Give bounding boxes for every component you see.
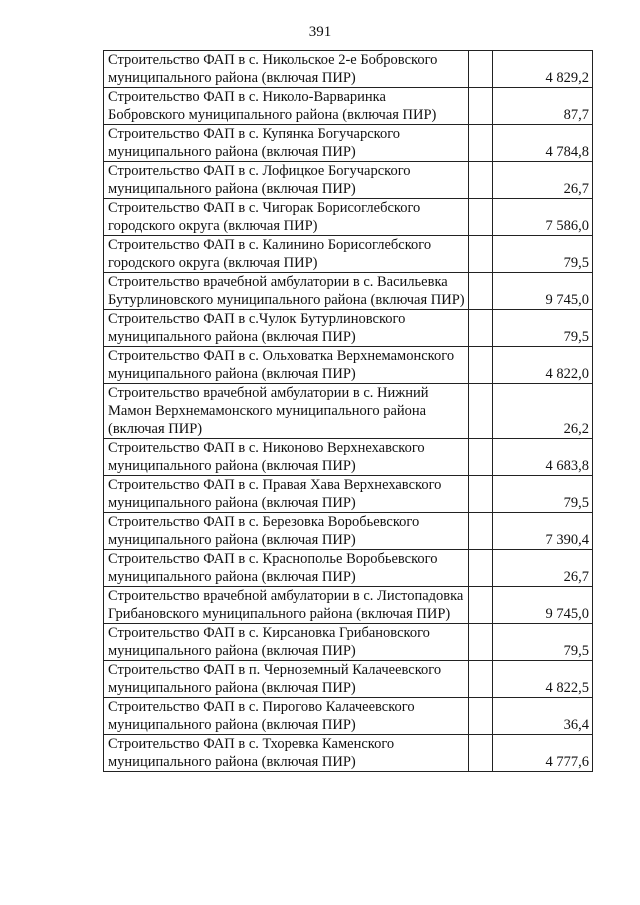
table-row bbox=[104, 550, 593, 587]
amount-value: 26,7 bbox=[493, 162, 593, 199]
object-name: Строительство ФАП в с. Ольховатка Верхнемамонского муниципального района (включая ПИР) bbox=[104, 347, 469, 384]
empty-cell bbox=[469, 236, 493, 273]
amount-value: 9 745,0 bbox=[493, 587, 593, 624]
amount-value: 4 784,8 bbox=[493, 125, 593, 162]
table-row bbox=[104, 735, 593, 772]
amount-value: 36,4 bbox=[493, 698, 593, 735]
object-name: Строительство ФАП в с. Чигорак Борисоглебского городского округа (включая ПИР) bbox=[104, 199, 469, 236]
table-row bbox=[104, 624, 593, 661]
amount-value: 79,5 bbox=[493, 476, 593, 513]
amount-value: 4 777,6 bbox=[493, 735, 593, 772]
empty-cell bbox=[469, 125, 493, 162]
table-row bbox=[104, 513, 593, 550]
object-name: Строительство ФАП в с.Чулок Бутурлиновского муниципального района (включая ПИР) bbox=[104, 310, 469, 347]
empty-cell bbox=[469, 273, 493, 310]
object-name: Строительство ФАП в п. Черноземный Калачеевского муниципального района (включая ПИР) bbox=[104, 661, 469, 698]
page-number: 391 bbox=[308, 24, 332, 40]
empty-cell bbox=[469, 347, 493, 384]
object-name: Строительство ФАП в с. Лофицкое Богучарского муниципального района (включая ПИР) bbox=[104, 162, 469, 199]
table-row bbox=[104, 51, 593, 88]
budget-table bbox=[103, 50, 593, 772]
amount-value: 4 822,5 bbox=[493, 661, 593, 698]
table-row bbox=[104, 162, 593, 199]
empty-cell bbox=[469, 199, 493, 236]
table-row bbox=[104, 310, 593, 347]
empty-cell bbox=[469, 513, 493, 550]
object-name: Строительство ФАП в с. Николо-Варваринка Бобровского муниципального района (включая ПИР) bbox=[104, 88, 469, 125]
empty-cell bbox=[469, 624, 493, 661]
amount-value: 79,5 bbox=[493, 624, 593, 661]
empty-cell bbox=[469, 735, 493, 772]
table-row bbox=[104, 384, 593, 439]
object-name: Строительство ФАП в с. Калинино Борисоглебского городского округа (включая ПИР) bbox=[104, 236, 469, 273]
object-name: Строительство ФАП в с. Купянка Богучарского муниципального района (включая ПИР) bbox=[104, 125, 469, 162]
amount-value: 87,7 bbox=[493, 88, 593, 125]
amount-value: 26,7 bbox=[493, 550, 593, 587]
table-row bbox=[104, 587, 593, 624]
object-name: Строительство ФАП в с. Никольское 2-е Бобровского муниципального района (включая ПИР) bbox=[104, 51, 469, 88]
amount-value: 79,5 bbox=[493, 236, 593, 273]
empty-cell bbox=[469, 384, 493, 439]
table-row bbox=[104, 439, 593, 476]
empty-cell bbox=[469, 587, 493, 624]
object-name: Строительство ФАП в с. Правая Хава Верхнехавского муниципального района (включая ПИР) bbox=[104, 476, 469, 513]
table-row bbox=[104, 236, 593, 273]
empty-cell bbox=[469, 550, 493, 587]
empty-cell bbox=[469, 698, 493, 735]
amount-value: 7 586,0 bbox=[493, 199, 593, 236]
amount-value: 9 745,0 bbox=[493, 273, 593, 310]
amount-value: 7 390,4 bbox=[493, 513, 593, 550]
table-row bbox=[104, 88, 593, 125]
table-row bbox=[104, 698, 593, 735]
empty-cell bbox=[469, 661, 493, 698]
amount-value: 4 683,8 bbox=[493, 439, 593, 476]
object-name: Строительство ФАП в с. Кирсановка Грибановского муниципального района (включая ПИР) bbox=[104, 624, 469, 661]
object-name: Строительство врачебной амбулатории в с. Листопадовка Грибановского муниципального района (включая ПИР) bbox=[104, 587, 469, 624]
table-row bbox=[104, 661, 593, 698]
table-body bbox=[104, 51, 593, 772]
object-name: Строительство ФАП в с. Никоново Верхнехавского муниципального района (включая ПИР) bbox=[104, 439, 469, 476]
empty-cell bbox=[469, 162, 493, 199]
table-row bbox=[104, 347, 593, 384]
object-name: Строительство врачебной амбулатории в с. Васильевка Бутурлиновского муниципального района (включая ПИР) bbox=[104, 273, 469, 310]
empty-cell bbox=[469, 439, 493, 476]
empty-cell bbox=[469, 310, 493, 347]
table-row bbox=[104, 476, 593, 513]
empty-cell bbox=[469, 51, 493, 88]
empty-cell bbox=[469, 476, 493, 513]
object-name: Строительство ФАП в с. Краснополье Воробьевского муниципального района (включая ПИР) bbox=[104, 550, 469, 587]
object-name: Строительство ФАП в с. Пирогово Калачеевского муниципального района (включая ПИР) bbox=[104, 698, 469, 735]
amount-value: 79,5 bbox=[493, 310, 593, 347]
amount-value: 4 829,2 bbox=[493, 51, 593, 88]
object-name: Строительство врачебной амбулатории в с. Нижний Мамон Верхнемамонского муниципального района (включая ПИР) bbox=[104, 384, 469, 439]
empty-cell bbox=[469, 88, 493, 125]
object-name: Строительство ФАП в с. Березовка Воробьевского муниципального района (включая ПИР) bbox=[104, 513, 469, 550]
table-row bbox=[104, 273, 593, 310]
amount-value: 4 822,0 bbox=[493, 347, 593, 384]
object-name: Строительство ФАП в с. Тхоревка Каменского муниципального района (включая ПИР) bbox=[104, 735, 469, 772]
table-row bbox=[104, 199, 593, 236]
amount-value: 26,2 bbox=[493, 384, 593, 439]
table-row bbox=[104, 125, 593, 162]
